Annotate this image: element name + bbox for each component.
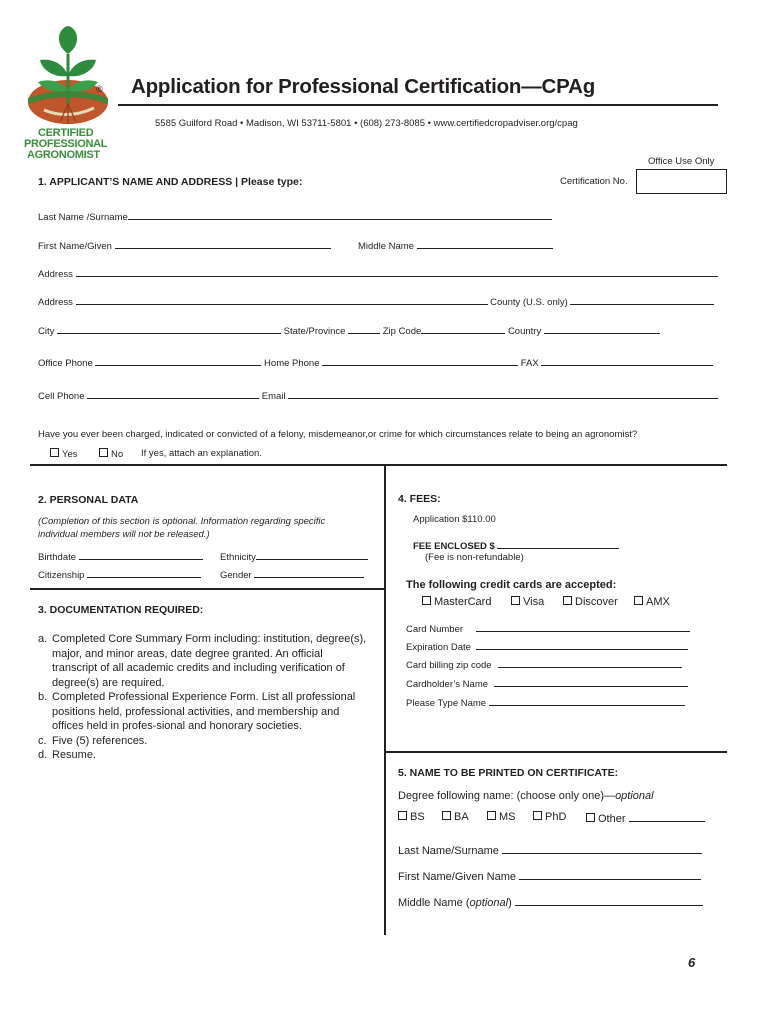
last-name-field[interactable] <box>128 209 552 220</box>
expiration-label: Expiration Date <box>406 642 471 653</box>
address1-field[interactable] <box>76 266 718 277</box>
fee-enclosed-field[interactable] <box>497 538 619 549</box>
logo-line-professional: PROFESSIONAL <box>24 138 108 150</box>
cert-middle-name-label: Middle Name (optional) <box>398 897 512 909</box>
zip-label: Zip Code <box>382 326 422 337</box>
cert-last-name-field[interactable] <box>502 843 702 854</box>
no-label: No <box>111 449 124 460</box>
cert-last-name-label: Last Name/Surname <box>398 845 499 857</box>
address2-label: Address <box>38 297 73 308</box>
other-label: Other <box>598 813 626 825</box>
cpag-logo <box>24 24 114 164</box>
section3-heading: 3. DOCUMENTATION REQUIRED: <box>38 604 204 616</box>
ba-checkbox[interactable] <box>442 811 451 820</box>
page-number: 6 <box>688 955 696 970</box>
ethnicity-field[interactable] <box>256 549 368 560</box>
address2-field[interactable] <box>76 294 488 305</box>
zip-field[interactable] <box>421 323 505 334</box>
doc-item-b: b. Completed Professional Experience Form. List all professional positions held, professional activities, and membership and offices held in profes-sional and honorary societies. <box>38 691 356 732</box>
title-rule <box>118 104 718 106</box>
state-label: State/Province <box>283 326 346 337</box>
degree-label: Degree following name: (choose only one)— <box>398 790 616 802</box>
ms-checkbox[interactable] <box>487 811 496 820</box>
office-phone-field[interactable] <box>95 355 261 366</box>
amx-checkbox[interactable] <box>634 596 643 605</box>
documentation-list <box>38 632 368 763</box>
fax-field[interactable] <box>541 355 713 366</box>
billing-zip-label: Card billing zip code <box>406 660 492 671</box>
cardholder-label: Cardholder’s Name <box>406 679 489 690</box>
explain-note: If yes, attach an explanation. <box>141 448 262 459</box>
office-use-label: Office Use Only <box>648 156 715 167</box>
mastercard-checkbox[interactable] <box>422 596 431 605</box>
cert-middle-name-field[interactable] <box>515 895 703 906</box>
section5-heading: 5. NAME TO BE PRINTED ON CERTIFICATE: <box>398 767 619 779</box>
fax-label: FAX <box>520 358 539 369</box>
fee-non-refundable: (Fee is non-refundable) <box>425 552 524 563</box>
email-label: Email <box>261 391 286 402</box>
section2-note-2: individual members will not be released.) <box>38 529 210 540</box>
expiration-field[interactable] <box>476 639 688 650</box>
type-name-field[interactable] <box>489 695 685 706</box>
column-divider <box>384 465 386 935</box>
other-field[interactable] <box>629 811 705 822</box>
fee-enclosed-label: FEE ENCLOSED $ <box>413 541 495 552</box>
middle-name-label: Middle Name <box>358 241 414 252</box>
no-checkbox[interactable] <box>99 448 108 457</box>
degree-optional: optional <box>615 790 654 802</box>
country-field[interactable] <box>544 323 660 334</box>
visa-checkbox[interactable] <box>511 596 520 605</box>
section2-note-1: (Completion of this section is optional. Information regarding specific <box>38 516 326 527</box>
ethnicity-label: Ethnicity <box>220 552 256 563</box>
cert-first-name-field[interactable] <box>519 869 701 880</box>
address-line: 5585 Guilford Road • Madison, WI 53711-5801 • (608) 273-8085 • www.certifiedcropadviser.org/cpag <box>155 118 578 129</box>
section2-heading: 2. PERSONAL DATA <box>38 494 139 506</box>
birthdate-field[interactable] <box>79 549 203 560</box>
registered-mark: ® <box>96 84 103 94</box>
page-title: Application for Professional Certification—CPAg <box>131 75 596 98</box>
first-name-label: First Name/Given <box>38 241 112 252</box>
section2-divider <box>30 588 384 590</box>
yes-label: Yes <box>62 449 78 460</box>
section-divider-top <box>30 464 727 466</box>
bs-checkbox[interactable] <box>398 811 407 820</box>
cert-first-name-label: First Name/Given Name <box>398 871 516 883</box>
citizenship-label: Citizenship <box>38 570 85 581</box>
cards-heading: The following credit cards are accepted: <box>406 579 617 591</box>
gender-field[interactable] <box>254 567 364 578</box>
logo-line-certified: CERTIFIED <box>38 127 94 139</box>
doc-item-d: d. Resume. <box>38 749 97 761</box>
cardholder-field[interactable] <box>494 676 688 687</box>
card-number-label: Card Number <box>406 624 464 635</box>
billing-zip-field[interactable] <box>498 657 682 668</box>
middle-name-field[interactable] <box>417 238 553 249</box>
yes-checkbox[interactable] <box>50 448 59 457</box>
office-phone-label: Office Phone <box>38 358 93 369</box>
phd-label: PhD <box>545 811 567 823</box>
amx-label: AMX <box>646 596 670 608</box>
ms-label: MS <box>499 811 516 823</box>
mastercard-label: MasterCard <box>434 596 492 608</box>
type-name-label: Please Type Name <box>406 698 487 709</box>
other-checkbox[interactable] <box>586 813 595 822</box>
ba-label: BA <box>454 811 469 823</box>
birthdate-label: Birthdate <box>38 552 77 563</box>
doc-item-a: a. Completed Core Summary Form including: institution, degree(s), major, and minor areas, date degree granted. An official transcript of all academic credits and including verification of degree(s) are required. <box>38 633 367 689</box>
section4-heading: 4. FEES: <box>398 493 441 505</box>
home-phone-field[interactable] <box>322 355 518 366</box>
county-field[interactable] <box>570 294 714 305</box>
country-label: Country <box>507 326 542 337</box>
home-phone-label: Home Phone <box>264 358 320 369</box>
bs-label: BS <box>410 811 425 823</box>
address1-label: Address <box>38 269 73 280</box>
felony-question: Have you ever been charged, indicated or convicted of a felony, misdemeanor,or crime for which circumstances relate to being an agronomist? <box>38 429 638 440</box>
certification-no-label: Certification No. <box>560 176 628 187</box>
last-name-label: Last Name /Surname <box>38 212 128 223</box>
citizenship-field[interactable] <box>87 567 201 578</box>
logo-line-agronomist: AGRONOMIST <box>27 149 100 161</box>
gender-label: Gender <box>220 570 252 581</box>
discover-label: Discover <box>575 596 618 608</box>
discover-checkbox[interactable] <box>563 596 572 605</box>
city-field[interactable] <box>57 323 281 334</box>
certification-no-box[interactable] <box>636 169 727 194</box>
section1-heading: 1. APPLICANT’S NAME AND ADDRESS | Please type: <box>38 176 303 188</box>
state-field[interactable] <box>348 323 380 334</box>
plant-logo-icon <box>24 24 114 134</box>
first-name-field[interactable] <box>115 238 331 249</box>
section5-divider <box>385 751 727 753</box>
city-label: City <box>38 326 55 337</box>
doc-item-c: c. Five (5) references. <box>38 734 148 747</box>
visa-label: Visa <box>523 596 545 608</box>
cell-phone-field[interactable] <box>87 388 259 399</box>
email-field[interactable] <box>288 388 718 399</box>
county-label: County (U.S. only) <box>490 297 568 308</box>
card-number-field[interactable] <box>476 621 690 632</box>
cell-phone-label: Cell Phone <box>38 391 85 402</box>
phd-checkbox[interactable] <box>533 811 542 820</box>
application-fee: Application $110.00 <box>413 514 496 525</box>
